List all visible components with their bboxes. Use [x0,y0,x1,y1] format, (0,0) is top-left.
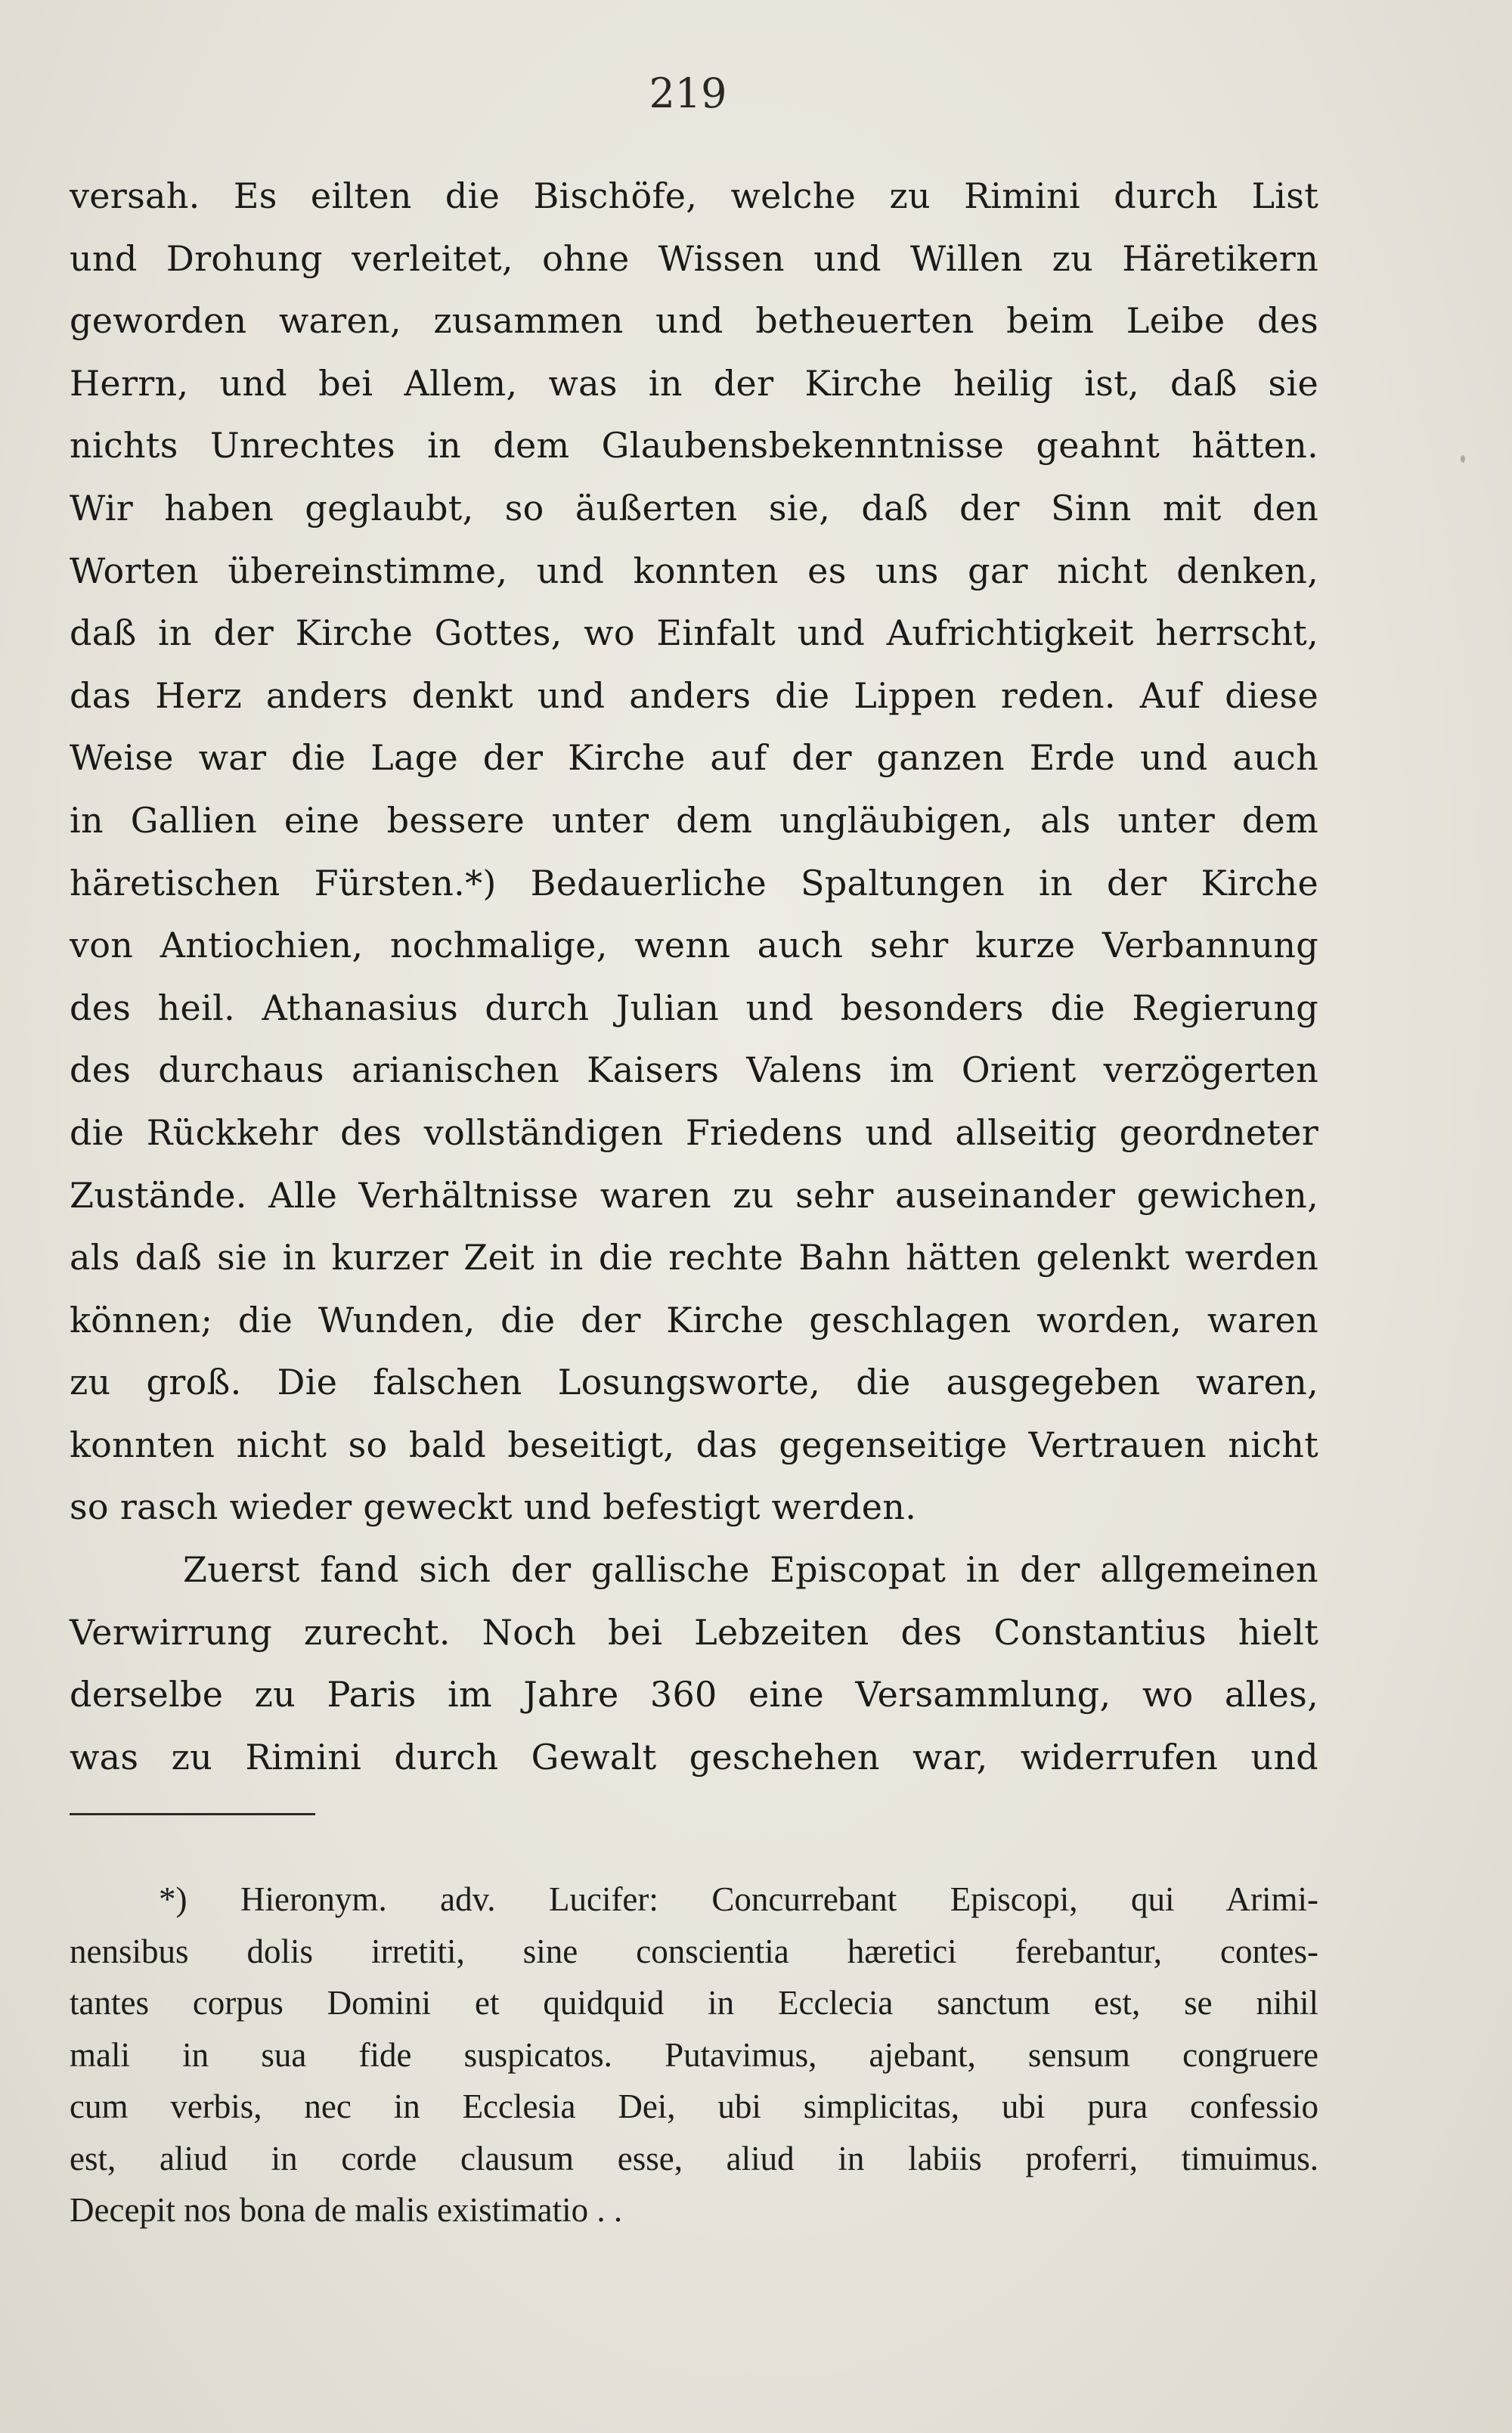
text-line: derselbe zu Paris im Jahre 360 eine Versammlung, wo alles, [70,1674,1318,1715]
text-line: Wir haben geglaubt, so äußerten sie, daß der Sinn mit den [70,487,1318,528]
paragraph-start-line: Zuerst fand sich der gallische Episcopat in der allgemeinen [183,1549,1318,1591]
footnote-line: est, aliud in corde clausum esse, aliud in labiis proferri, timuimus. [70,2139,1318,2177]
text-line: die Rückkehr des vollständigen Friedens und allseitig geordneter [70,1111,1318,1153]
text-line: Zustände. Alle Verhältnisse waren zu sehr auseinander gewichen, [70,1174,1318,1216]
paper-speck [1461,455,1465,463]
text-line: nichts Unrechtes in dem Glaubensbekenntnisse geahnt hätten. [70,425,1318,466]
text-line: geworden waren, zusammen und betheuerten beim Leibe des [70,300,1318,342]
footnote-line: mali in sua fide suspicatos. Putavimus, ajebant, sensum congruere [70,2035,1318,2074]
footnote-line: cum verbis, nec in Ecclesia Dei, ubi simplicitas, ubi pura confessio [70,2087,1318,2125]
paragraph-end-line: so rasch wieder geweckt und befestigt werden. [70,1486,917,1528]
text-line: Worten übereinstimme, und konnten es uns gar nicht denken, [70,550,1318,591]
page-number: 219 [649,70,727,117]
text-line: und Drohung verleitet, ohne Wissen und Willen zu Häretikern [70,237,1318,279]
text-line: des durchaus arianischen Kaisers Valens im Orient verzögerten [70,1049,1318,1091]
text-line: von Antiochien, nochmalige, wenn auch sehr kurze Verbannung [70,925,1318,966]
text-line: daß in der Kirche Gottes, wo Einfalt und Aufrichtigkeit herrscht, [70,612,1318,654]
text-line: können; die Wunden, die der Kirche geschlagen worden, waren [70,1299,1318,1340]
text-line: des heil. Athanasius durch Julian und besonders die Regierung [70,987,1318,1028]
footnote-line: nensibus dolis irretiti, sine conscientia hæretici ferebantur, contes- [70,1932,1318,1970]
footnote-line: tantes corpus Domini et quidquid in Ecclecia sanctum est, se nihil [70,1984,1318,2022]
text-line: Verwirrung zurecht. Noch bei Lebzeiten des Constantius hielt [70,1611,1318,1653]
footnote-divider [70,1813,315,1815]
text-line: in Gallien eine bessere unter dem ungläubigen, als unter dem [70,799,1318,841]
footnote-line: *) Hieronym. adv. Lucifer: Concurrebant Episcopi, qui Arimi- [159,1880,1318,1918]
text-line: versah. Es eilten die Bischöfe, welche zu Rimini durch List [70,175,1318,216]
text-line: häretischen Fürsten.*) Bedauerliche Spaltungen in der Kirche [70,862,1318,903]
text-line: als daß sie in kurzer Zeit in die rechte Bahn hätten gelenkt werden [70,1237,1318,1278]
text-line: Weise war die Lage der Kirche auf der ganzen Erde und auch [70,737,1318,779]
main-text [70,165,1318,1788]
text-line: Herrn, und bei Allem, was in der Kirche heilig ist, daß sie [70,362,1318,404]
text-line: konnten nicht so bald beseitigt, das gegenseitige Vertrauen nicht [70,1424,1318,1465]
text-line: zu groß. Die falschen Losungsworte, die ausgegeben waren, [70,1362,1318,1403]
text-line: was zu Rimini durch Gewalt geschehen war, widerrufen und [70,1736,1318,1777]
footnote-line: Decepit nos bona de malis existimatio . . [70,2191,623,2229]
footnote [70,1874,1318,2236]
text-line: das Herz anders denkt und anders die Lippen reden. Auf diese [70,674,1318,716]
